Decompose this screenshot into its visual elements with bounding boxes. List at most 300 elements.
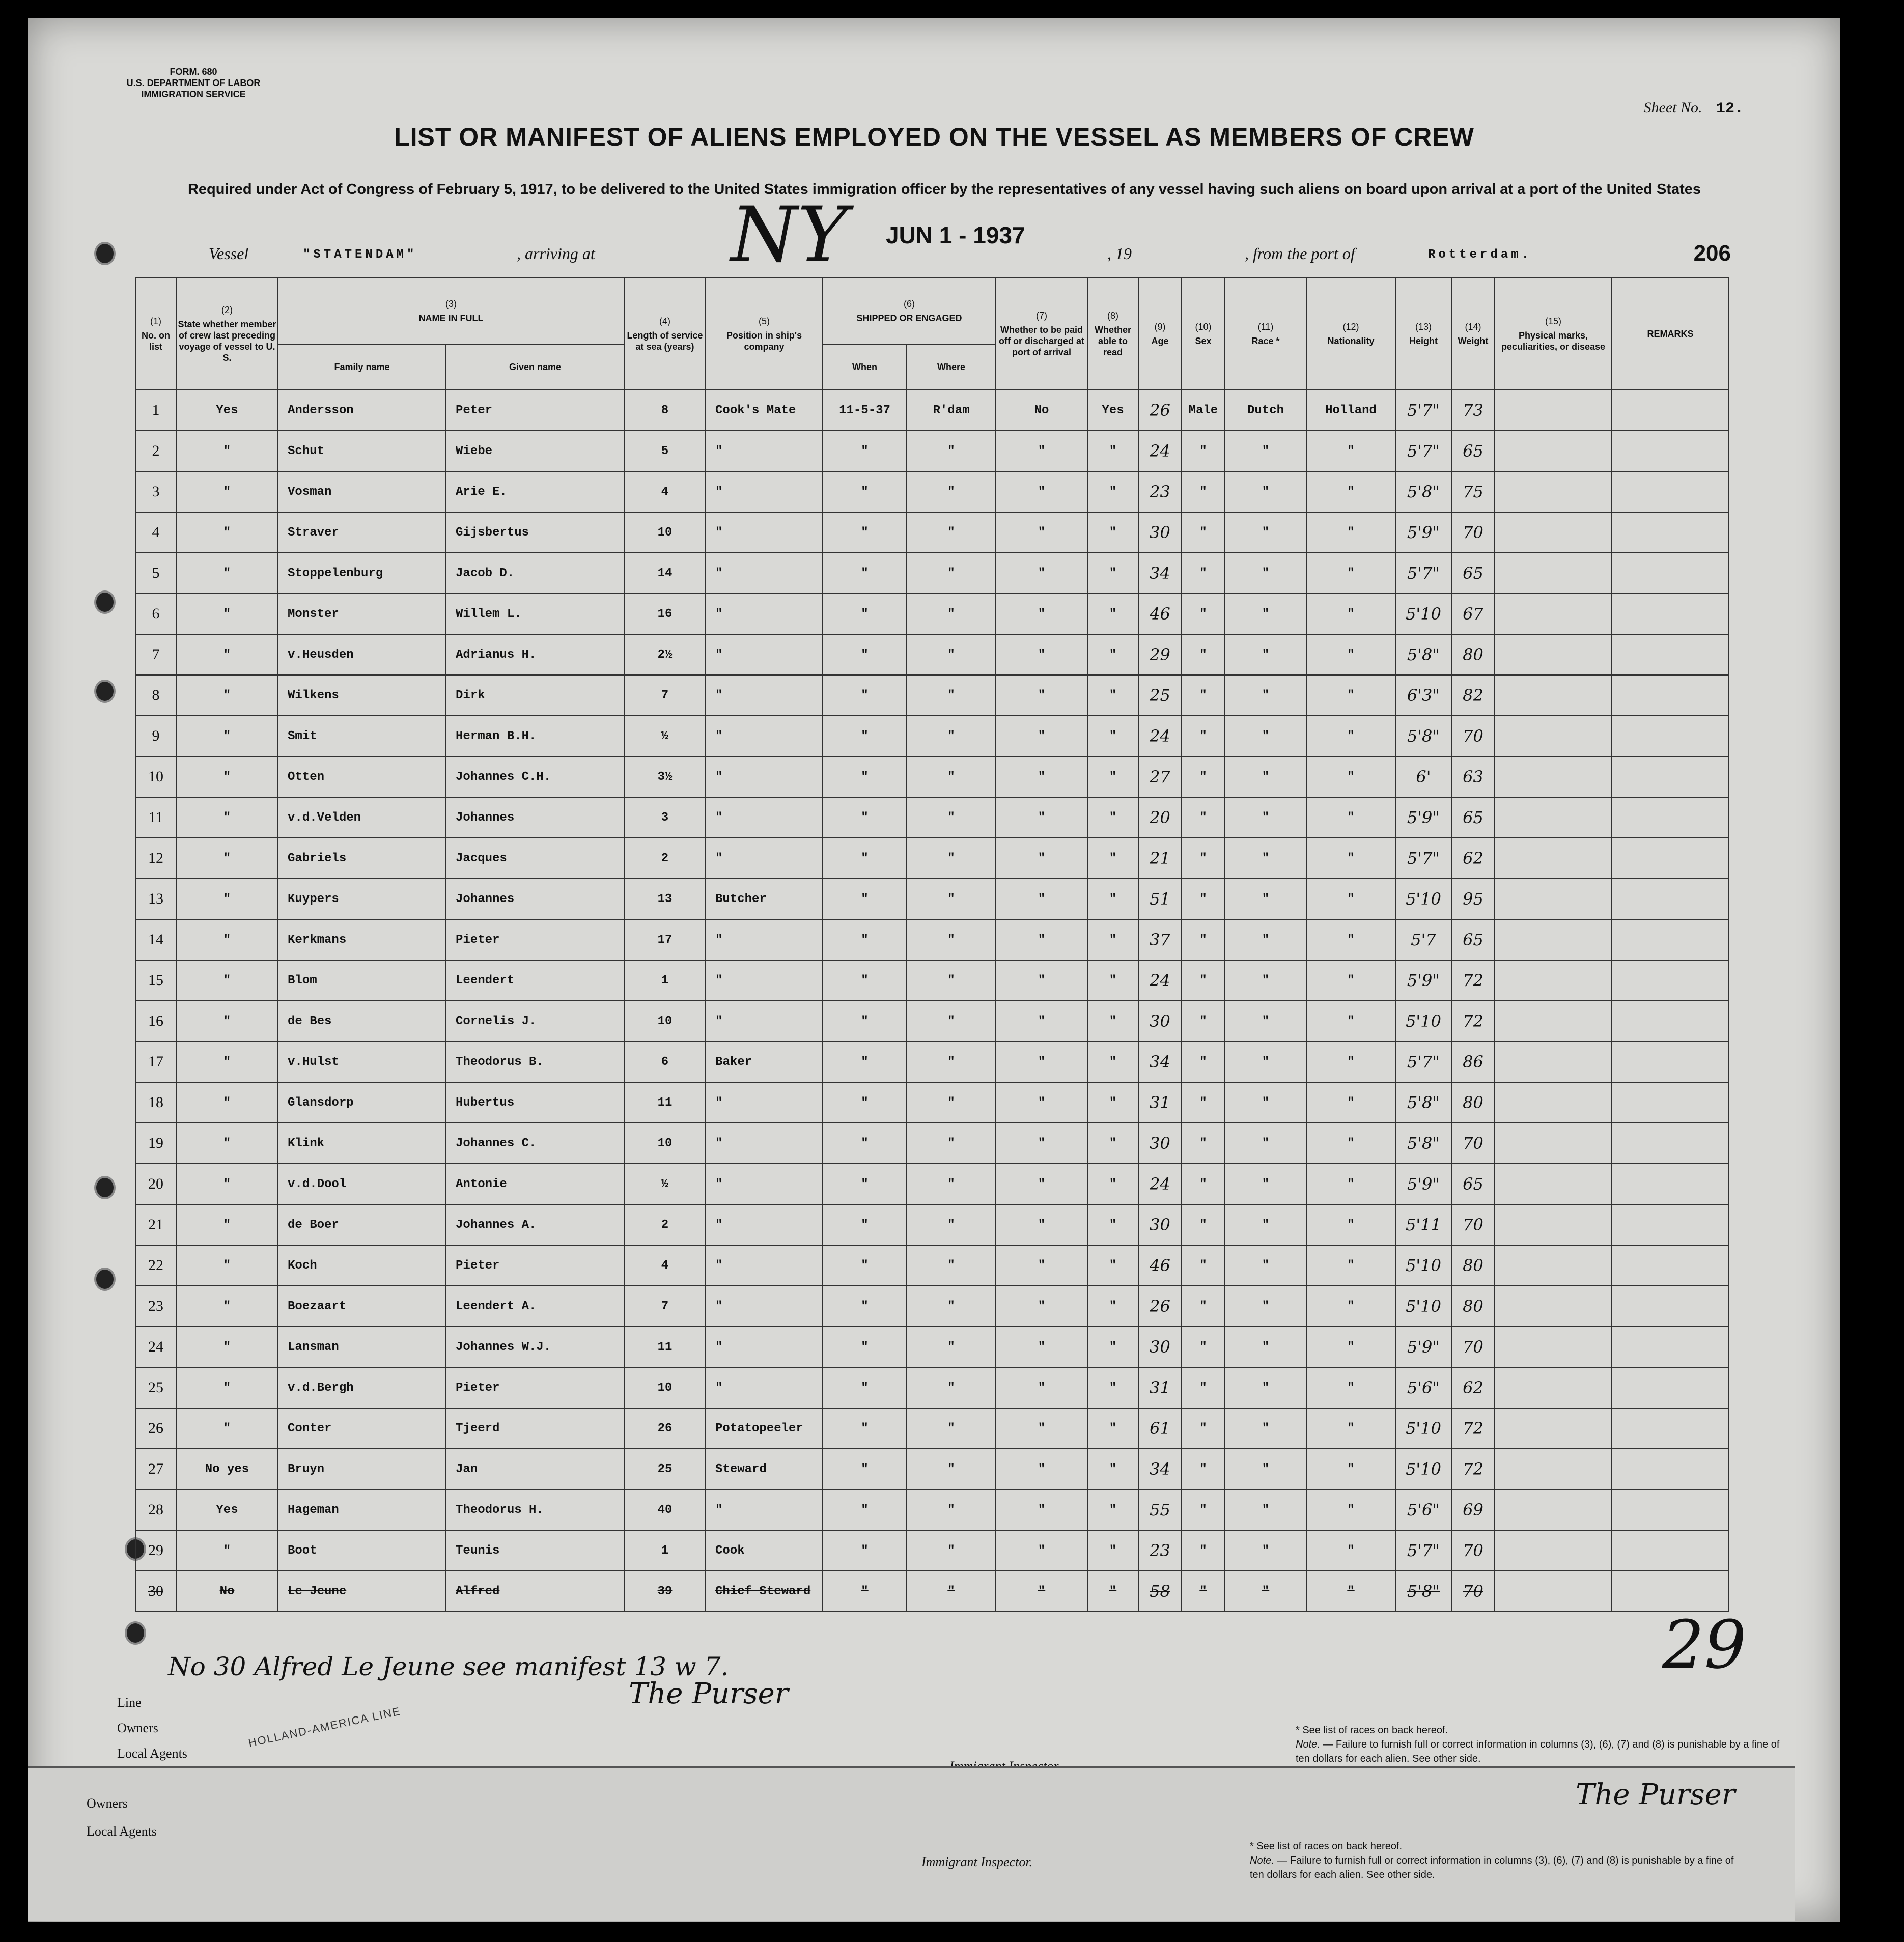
- cell-no: 23: [135, 1286, 176, 1327]
- column-label: Nationality: [1327, 336, 1375, 346]
- table-row: [135, 1164, 1729, 1204]
- cell-when: ": [823, 1204, 907, 1245]
- cell-paid: ": [996, 1042, 1087, 1082]
- cell-nat: ": [1306, 634, 1395, 675]
- cell-prev: ": [176, 960, 278, 1001]
- cell-marks: [1495, 512, 1612, 553]
- cell-nat: ": [1306, 594, 1395, 634]
- cell-nat: ": [1306, 1204, 1395, 1245]
- cell-where: ": [907, 634, 996, 675]
- column-label: Family name: [334, 362, 390, 372]
- cell-nat: ": [1306, 1082, 1395, 1123]
- cell-no: 7: [135, 634, 176, 675]
- cell-remarks: [1612, 797, 1729, 838]
- inspector-label-2: Immigrant Inspector.: [921, 1854, 1033, 1869]
- cell-marks: [1495, 431, 1612, 471]
- column-number: (7): [1036, 311, 1047, 321]
- column-header: [1182, 278, 1225, 390]
- cell-when: ": [823, 1327, 907, 1367]
- cell-position: ": [706, 716, 823, 756]
- cell-when: ": [823, 431, 907, 471]
- cell-marks: [1495, 1530, 1612, 1571]
- cell-paid: ": [996, 1123, 1087, 1164]
- column-header: [135, 278, 176, 390]
- cell-height: 5'10: [1395, 879, 1451, 919]
- cell-service: 10: [624, 1367, 706, 1408]
- cell-age: 55: [1138, 1489, 1182, 1530]
- cell-service: 17: [624, 919, 706, 960]
- cell-nat: ": [1306, 1367, 1395, 1408]
- cell-height: 6'3": [1395, 675, 1451, 716]
- cell-prev: No: [176, 1571, 278, 1612]
- cell-no: 28: [135, 1489, 176, 1530]
- cell-prev: Yes: [176, 390, 278, 431]
- table-row: [135, 1367, 1729, 1408]
- cell-when: ": [823, 1571, 907, 1612]
- cell-prev: ": [176, 634, 278, 675]
- cell-race: ": [1225, 1082, 1306, 1123]
- column-number: (14): [1465, 322, 1481, 332]
- cell-service: 14: [624, 553, 706, 594]
- cell-height: 5'10: [1395, 1245, 1451, 1286]
- cell-remarks: [1612, 1164, 1729, 1204]
- cell-paid: ": [996, 1571, 1087, 1612]
- cell-prev: ": [176, 471, 278, 512]
- cell-age: 31: [1138, 1367, 1182, 1408]
- cell-nat: Holland: [1306, 390, 1395, 431]
- cell-position: ": [706, 512, 823, 553]
- penalty-note-2: [1250, 1853, 1739, 1882]
- cell-no: 2: [135, 431, 176, 471]
- cell-remarks: [1612, 634, 1729, 675]
- cell-paid: ": [996, 1204, 1087, 1245]
- cell-position: Potatopeeler: [706, 1408, 823, 1449]
- cell-read: Yes: [1087, 390, 1138, 431]
- cell-marks: [1495, 1123, 1612, 1164]
- cell-prev: ": [176, 1245, 278, 1286]
- cell-no: 29: [135, 1530, 176, 1571]
- column-header: [706, 278, 823, 390]
- total-count: 29: [1662, 1606, 1747, 1683]
- cell-marks: [1495, 960, 1612, 1001]
- cell-remarks: [1612, 594, 1729, 634]
- cell-sex: ": [1182, 1123, 1225, 1164]
- column-header: [1612, 278, 1729, 390]
- cell-when: ": [823, 553, 907, 594]
- cell-marks: [1495, 1082, 1612, 1123]
- cell-age: 24: [1138, 716, 1182, 756]
- cell-read: ": [1087, 1408, 1138, 1449]
- cell-where: ": [907, 1367, 996, 1408]
- table-row: [135, 471, 1729, 512]
- cell-marks: [1495, 1408, 1612, 1449]
- cell-service: ½: [624, 716, 706, 756]
- cell-read: ": [1087, 1530, 1138, 1571]
- cell-position: Baker: [706, 1042, 823, 1082]
- column-number: (6): [904, 299, 915, 309]
- column-label: Given name: [509, 362, 562, 372]
- cell-when: ": [823, 1530, 907, 1571]
- column-label: When: [852, 362, 877, 372]
- cell-remarks: [1612, 1327, 1729, 1367]
- cell-no: 1: [135, 390, 176, 431]
- column-label: Weight: [1458, 336, 1489, 346]
- column-header-group: [278, 278, 624, 344]
- column-header: [1087, 278, 1138, 390]
- cell-weight: 80: [1451, 634, 1495, 675]
- cell-sex: ": [1182, 594, 1225, 634]
- cell-prev: ": [176, 1408, 278, 1449]
- cell-remarks: [1612, 553, 1729, 594]
- cell-race: ": [1225, 675, 1306, 716]
- cell-service: 2: [624, 838, 706, 879]
- page-number: 206: [1693, 241, 1731, 266]
- cell-race: ": [1225, 1164, 1306, 1204]
- cell-height: 5'7: [1395, 919, 1451, 960]
- cell-nat: ": [1306, 1001, 1395, 1042]
- cell-position: ": [706, 1245, 823, 1286]
- cell-remarks: [1612, 512, 1729, 553]
- cell-service: 16: [624, 594, 706, 634]
- sheet-number-label: Sheet No.: [1643, 99, 1702, 116]
- table-row: [135, 716, 1729, 756]
- cell-paid: ": [996, 838, 1087, 879]
- cell-where: ": [907, 512, 996, 553]
- cell-prev: ": [176, 553, 278, 594]
- cell-read: ": [1087, 1367, 1138, 1408]
- punch-hole-icon: [125, 1621, 146, 1645]
- cell-remarks: [1612, 390, 1729, 431]
- cell-race: ": [1225, 1408, 1306, 1449]
- owners-label: Owners: [117, 1721, 158, 1735]
- cell-read: ": [1087, 1082, 1138, 1123]
- cell-family: Otten: [278, 756, 446, 797]
- service-name: IMMIGRATION SERVICE: [141, 89, 246, 99]
- cell-paid: ": [996, 1449, 1087, 1489]
- cell-given: Johannes: [446, 879, 624, 919]
- cell-weight: 70: [1451, 512, 1495, 553]
- cell-where: ": [907, 1204, 996, 1245]
- cell-prev: ": [176, 1001, 278, 1042]
- cell-where: ": [907, 756, 996, 797]
- cell-nat: ": [1306, 1164, 1395, 1204]
- cell-read: ": [1087, 960, 1138, 1001]
- cell-sex: ": [1182, 1245, 1225, 1286]
- year-label: , 19: [1107, 244, 1132, 263]
- column-number: (11): [1257, 322, 1274, 332]
- cell-weight: 73: [1451, 390, 1495, 431]
- cell-weight: 72: [1451, 960, 1495, 1001]
- cell-position: ": [706, 431, 823, 471]
- cell-height: 5'10: [1395, 1286, 1451, 1327]
- cell-given: Leendert A.: [446, 1286, 624, 1327]
- cell-given: Johannes: [446, 797, 624, 838]
- cell-sex: ": [1182, 1164, 1225, 1204]
- cell-family: Andersson: [278, 390, 446, 431]
- cell-weight: 62: [1451, 838, 1495, 879]
- cell-nat: ": [1306, 1286, 1395, 1327]
- cell-given: Pieter: [446, 919, 624, 960]
- cell-where: ": [907, 1123, 996, 1164]
- cell-family: Le Jeune: [278, 1571, 446, 1612]
- cell-height: 5'8": [1395, 634, 1451, 675]
- cell-family: Monster: [278, 594, 446, 634]
- cell-family: Bruyn: [278, 1449, 446, 1489]
- cell-weight: 63: [1451, 756, 1495, 797]
- cell-race: ": [1225, 919, 1306, 960]
- column-label: State whether member of crew last preceding voyage of vessel to U. S.: [178, 319, 276, 363]
- cell-read: ": [1087, 1286, 1138, 1327]
- column-subheader: [823, 344, 907, 390]
- cell-position: ": [706, 1367, 823, 1408]
- cell-age: 46: [1138, 594, 1182, 634]
- cell-given: Johannes C.H.: [446, 756, 624, 797]
- table-row: [135, 553, 1729, 594]
- cell-sex: ": [1182, 431, 1225, 471]
- cell-given: Dirk: [446, 675, 624, 716]
- column-subheader: [278, 344, 446, 390]
- cell-weight: 80: [1451, 1245, 1495, 1286]
- column-number: (1): [150, 316, 161, 326]
- cell-read: ": [1087, 512, 1138, 553]
- cell-race: ": [1225, 716, 1306, 756]
- cell-paid: ": [996, 1530, 1087, 1571]
- column-label: Whether to be paid off or discharged at port of arrival: [998, 325, 1085, 357]
- cell-family: Blom: [278, 960, 446, 1001]
- cell-read: ": [1087, 879, 1138, 919]
- cell-service: 3½: [624, 756, 706, 797]
- cell-position: ": [706, 1123, 823, 1164]
- cell-read: ": [1087, 594, 1138, 634]
- cell-paid: ": [996, 797, 1087, 838]
- table-row: [135, 797, 1729, 838]
- cell-given: Johannes W.J.: [446, 1327, 624, 1367]
- cell-read: ": [1087, 675, 1138, 716]
- cell-given: Jan: [446, 1449, 624, 1489]
- cell-age: 51: [1138, 879, 1182, 919]
- cell-read: ": [1087, 716, 1138, 756]
- cell-when: ": [823, 594, 907, 634]
- cell-remarks: [1612, 716, 1729, 756]
- cell-read: ": [1087, 1164, 1138, 1204]
- cell-weight: 70: [1451, 1530, 1495, 1571]
- cell-weight: 70: [1451, 1571, 1495, 1612]
- cell-given: Wiebe: [446, 431, 624, 471]
- cell-when: ": [823, 756, 907, 797]
- cell-paid: ": [996, 1286, 1087, 1327]
- cell-given: Jacques: [446, 838, 624, 879]
- cell-sex: ": [1182, 553, 1225, 594]
- cell-given: Leendert: [446, 960, 624, 1001]
- cell-paid: ": [996, 756, 1087, 797]
- cell-age: 26: [1138, 1286, 1182, 1327]
- cell-marks: [1495, 1042, 1612, 1082]
- cell-marks: [1495, 1164, 1612, 1204]
- cell-nat: ": [1306, 1530, 1395, 1571]
- cell-age: 26: [1138, 390, 1182, 431]
- cell-sex: ": [1182, 1489, 1225, 1530]
- cell-paid: ": [996, 512, 1087, 553]
- cell-family: v.Hulst: [278, 1042, 446, 1082]
- table-row: [135, 1204, 1729, 1245]
- cell-no: 25: [135, 1367, 176, 1408]
- cell-remarks: [1612, 1204, 1729, 1245]
- cell-service: 40: [624, 1489, 706, 1530]
- cell-no: 14: [135, 919, 176, 960]
- table-row: [135, 1449, 1729, 1489]
- cell-age: 30: [1138, 512, 1182, 553]
- cell-position: ": [706, 594, 823, 634]
- cell-where: ": [907, 1286, 996, 1327]
- table-row: [135, 1286, 1729, 1327]
- punch-hole-icon: [94, 1176, 116, 1199]
- cell-age: 29: [1138, 634, 1182, 675]
- column-header: [1395, 278, 1451, 390]
- cell-weight: 72: [1451, 1449, 1495, 1489]
- cell-race: ": [1225, 1327, 1306, 1367]
- cell-no: 30: [135, 1571, 176, 1612]
- from-port: Rotterdam.: [1428, 248, 1532, 262]
- cell-family: Boezaart: [278, 1286, 446, 1327]
- cell-paid: ": [996, 960, 1087, 1001]
- cell-age: 24: [1138, 431, 1182, 471]
- column-number: (3): [445, 299, 457, 309]
- cell-no: 22: [135, 1245, 176, 1286]
- cell-remarks: [1612, 838, 1729, 879]
- cell-when: ": [823, 1408, 907, 1449]
- cell-age: 21: [1138, 838, 1182, 879]
- cell-nat: ": [1306, 1489, 1395, 1530]
- cell-family: Gabriels: [278, 838, 446, 879]
- cell-service: 7: [624, 1286, 706, 1327]
- column-header-group: [823, 278, 996, 344]
- cell-weight: 80: [1451, 1082, 1495, 1123]
- cell-when: ": [823, 1367, 907, 1408]
- cell-where: ": [907, 797, 996, 838]
- cell-position: ": [706, 797, 823, 838]
- cell-race: ": [1225, 1042, 1306, 1082]
- cell-sex: Male: [1182, 390, 1225, 431]
- cell-weight: 80: [1451, 1286, 1495, 1327]
- cell-given: Tjeerd: [446, 1408, 624, 1449]
- cell-no: 11: [135, 797, 176, 838]
- cell-read: ": [1087, 756, 1138, 797]
- cell-service: 10: [624, 1001, 706, 1042]
- cell-position: ": [706, 756, 823, 797]
- cell-when: ": [823, 716, 907, 756]
- cell-height: 5'9": [1395, 1327, 1451, 1367]
- cell-given: Theodorus B.: [446, 1042, 624, 1082]
- cell-prev: Yes: [176, 1489, 278, 1530]
- cell-marks: [1495, 471, 1612, 512]
- table-row: [135, 390, 1729, 431]
- cell-race: ": [1225, 756, 1306, 797]
- cell-given: Pieter: [446, 1367, 624, 1408]
- cell-prev: ": [176, 879, 278, 919]
- cell-age: 58: [1138, 1571, 1182, 1612]
- cell-where: ": [907, 1001, 996, 1042]
- cell-given: Jacob D.: [446, 553, 624, 594]
- cell-weight: 69: [1451, 1489, 1495, 1530]
- cell-read: ": [1087, 1204, 1138, 1245]
- table-row: [135, 1042, 1729, 1082]
- penalty-note-label: Note.: [1296, 1739, 1320, 1750]
- cell-given: Alfred: [446, 1571, 624, 1612]
- cell-family: Schut: [278, 431, 446, 471]
- cell-age: 34: [1138, 1449, 1182, 1489]
- cell-when: ": [823, 797, 907, 838]
- race-note-2: [1250, 1839, 1739, 1882]
- penalty-note: [1296, 1737, 1784, 1766]
- cell-family: Glansdorp: [278, 1082, 446, 1123]
- cell-prev: ": [176, 1327, 278, 1367]
- cell-position: ": [706, 838, 823, 879]
- crew-table: [135, 277, 1729, 1612]
- cell-paid: ": [996, 1164, 1087, 1204]
- cell-sex: ": [1182, 879, 1225, 919]
- cell-where: ": [907, 553, 996, 594]
- cell-prev: ": [176, 1204, 278, 1245]
- cell-read: ": [1087, 1042, 1138, 1082]
- cell-height: 5'7": [1395, 1530, 1451, 1571]
- column-label: No. on list: [142, 330, 170, 352]
- cell-read: ": [1087, 634, 1138, 675]
- column-subheader: [907, 344, 996, 390]
- cell-family: Klink: [278, 1123, 446, 1164]
- cell-age: 24: [1138, 1164, 1182, 1204]
- cell-paid: ": [996, 1367, 1087, 1408]
- cell-nat: ": [1306, 1327, 1395, 1367]
- column-header: [1451, 278, 1495, 390]
- cell-family: de Boer: [278, 1204, 446, 1245]
- cell-age: 23: [1138, 471, 1182, 512]
- cell-no: 18: [135, 1082, 176, 1123]
- cell-no: 20: [135, 1164, 176, 1204]
- cell-weight: 65: [1451, 553, 1495, 594]
- penalty-note-text: — Failure to furnish full or correct information in columns (3), (6), (7) and (8) is punishable by a fine of ten dollars for each alien. See other side.: [1296, 1739, 1780, 1764]
- column-header: [176, 278, 278, 390]
- cell-height: 5'10: [1395, 1408, 1451, 1449]
- cell-sex: ": [1182, 1204, 1225, 1245]
- cell-given: Adrianus H.: [446, 634, 624, 675]
- column-number: (8): [1107, 311, 1118, 321]
- cell-race: ": [1225, 431, 1306, 471]
- cell-service: ½: [624, 1164, 706, 1204]
- cell-when: ": [823, 1245, 907, 1286]
- cell-nat: ": [1306, 1449, 1395, 1489]
- cell-paid: No: [996, 390, 1087, 431]
- cell-race: ": [1225, 553, 1306, 594]
- cell-nat: ": [1306, 512, 1395, 553]
- cell-given: Willem L.: [446, 594, 624, 634]
- cell-family: Conter: [278, 1408, 446, 1449]
- cell-position: ": [706, 1164, 823, 1204]
- column-number: (9): [1154, 322, 1166, 332]
- table-row: [135, 1327, 1729, 1367]
- cell-where: ": [907, 1489, 996, 1530]
- cell-paid: ": [996, 1082, 1087, 1123]
- cell-height: 5'6": [1395, 1367, 1451, 1408]
- cell-weight: 82: [1451, 675, 1495, 716]
- cell-sex: ": [1182, 960, 1225, 1001]
- cell-race: ": [1225, 512, 1306, 553]
- table-row: [135, 1082, 1729, 1123]
- cell-prev: ": [176, 1286, 278, 1327]
- cell-height: 5'9": [1395, 960, 1451, 1001]
- cell-no: 10: [135, 756, 176, 797]
- cell-remarks: [1612, 1001, 1729, 1042]
- cell-marks: [1495, 756, 1612, 797]
